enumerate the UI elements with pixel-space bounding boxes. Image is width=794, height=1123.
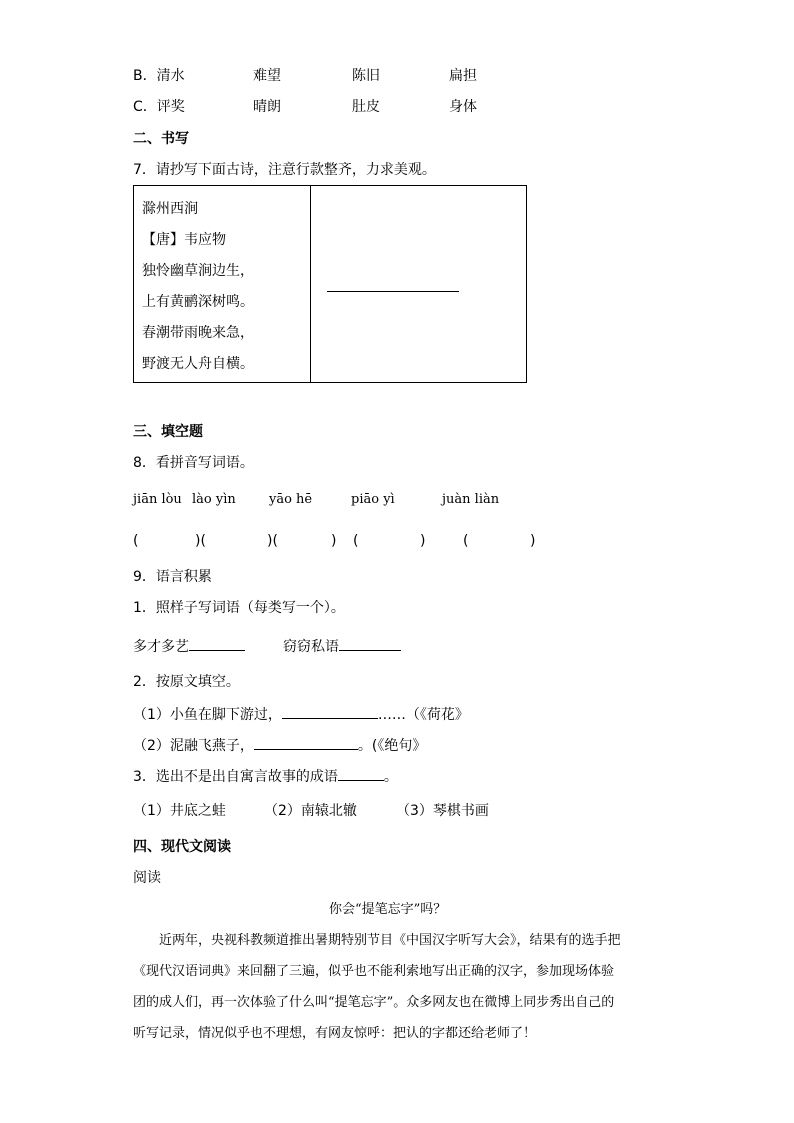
paren-open-1: ( — [133, 533, 139, 549]
fill-a-suffix: ……（《荷花》 — [377, 707, 469, 723]
poem-line-2: 上有黄鹂深树鸣。 — [142, 294, 254, 310]
section-3-heading: 三、填空题 — [133, 424, 203, 440]
section-4-sub: 阅读 — [133, 870, 161, 886]
fill-line-b — [133, 737, 426, 753]
idiom-option-3: （3）琴棋书画 — [396, 803, 489, 819]
pinyin-5: juàn liàn — [442, 492, 500, 507]
question-8: 8．看拼音写词语。 — [133, 455, 254, 471]
example-1-text: 多才多艺 — [133, 639, 189, 655]
example-2-blank[interactable] — [339, 638, 401, 651]
paragraph-line-3: 团的成人们，再一次体验了什么叫“提笔忘字”。众多网友也在微博上同步秀出自己的 — [133, 995, 615, 1010]
paren-close-open-3: )( — [267, 533, 278, 549]
option-b-word-2: 难望 — [253, 68, 281, 84]
pinyin-4: piāo yì — [351, 492, 395, 507]
question-9: 9．语言积累 — [133, 569, 212, 585]
paragraph-line-2: 《现代汉语词典》来回翻了三遍，似乎也不能利索地写出正确的汉字，参加现场体验 — [133, 964, 615, 979]
fill-b-blank[interactable] — [254, 737, 358, 750]
fill-a-prefix: （1）小鱼在脚下游过， — [133, 707, 282, 723]
question-9-3-end: 。 — [383, 769, 398, 785]
fill-line-a — [133, 706, 469, 722]
question-9-3-text: 3．选出不是出自寓言故事的成语 — [133, 769, 338, 785]
question-9-3-blank[interactable] — [338, 768, 384, 781]
option-c-label: C．评奖 — [133, 99, 185, 115]
pinyin-1: jiān lòu — [133, 492, 182, 507]
poem-line-3: 春潮带雨晚来急， — [142, 325, 254, 341]
paren-close-3: ) — [331, 533, 337, 549]
paragraph-line-4: 听写记录，情况似乎也不理想，有网友惊呼：把认的字都还给老师了！ — [133, 1026, 537, 1041]
section-4-heading: 四、现代文阅读 — [133, 839, 231, 855]
fill-b-prefix: （2）泥融飞燕子， — [133, 738, 254, 754]
paren-open-4: ( — [353, 533, 359, 549]
copy-answer-line[interactable] — [327, 291, 459, 292]
paren-close-4: ) — [420, 533, 426, 549]
example-1-blank[interactable] — [189, 638, 245, 651]
poem-line-4: 野渡无人舟自横。 — [142, 356, 254, 372]
paren-open-5: ( — [463, 533, 469, 549]
poem-author: 【唐】韦应物 — [142, 232, 226, 248]
idiom-option-2: （2）南辕北辙 — [264, 803, 357, 819]
example-2 — [283, 638, 401, 654]
pinyin-2: lào yìn — [192, 492, 236, 507]
example-2-text: 窃窃私语 — [283, 639, 339, 655]
question-7: 7．请抄写下面古诗，注意行款整齐，力求美观。 — [133, 162, 436, 178]
fill-b-suffix: 。(《绝句》 — [357, 738, 427, 754]
poem-line-1: 独怜幽草涧边生， — [142, 263, 254, 279]
question-9-1: 1．照样子写词语（每类写一个）。 — [133, 600, 345, 616]
pinyin-3: yāo hē — [269, 492, 313, 507]
option-b-word-4: 扁担 — [449, 68, 477, 84]
option-c-word-4: 身体 — [449, 99, 477, 115]
table-divider — [310, 186, 311, 382]
option-b-label: B．清水 — [133, 68, 185, 84]
idiom-option-1: （1）井底之蛙 — [133, 803, 226, 819]
option-c-word-2: 晴朗 — [253, 99, 281, 115]
passage-title: 你会“提笔忘字”吗？ — [329, 902, 447, 917]
option-c-word-3: 肚皮 — [352, 99, 380, 115]
fill-a-blank[interactable] — [282, 706, 378, 719]
question-9-2: 2．按原文填空。 — [133, 674, 240, 690]
paragraph-line-1: 近两年，央视科教频道推出暑期特别节目《中国汉字听写大会》，结果有的选手把 — [159, 933, 621, 948]
paren-close-5: ) — [530, 533, 536, 549]
paren-close-open-2: )( — [195, 533, 206, 549]
poem-title: 滁州西涧 — [142, 201, 198, 217]
question-9-3 — [133, 768, 398, 784]
section-2-heading: 二、书写 — [133, 131, 189, 147]
option-b-word-3: 陈旧 — [352, 68, 380, 84]
poem-copy-table — [133, 185, 527, 383]
example-1 — [133, 638, 245, 654]
